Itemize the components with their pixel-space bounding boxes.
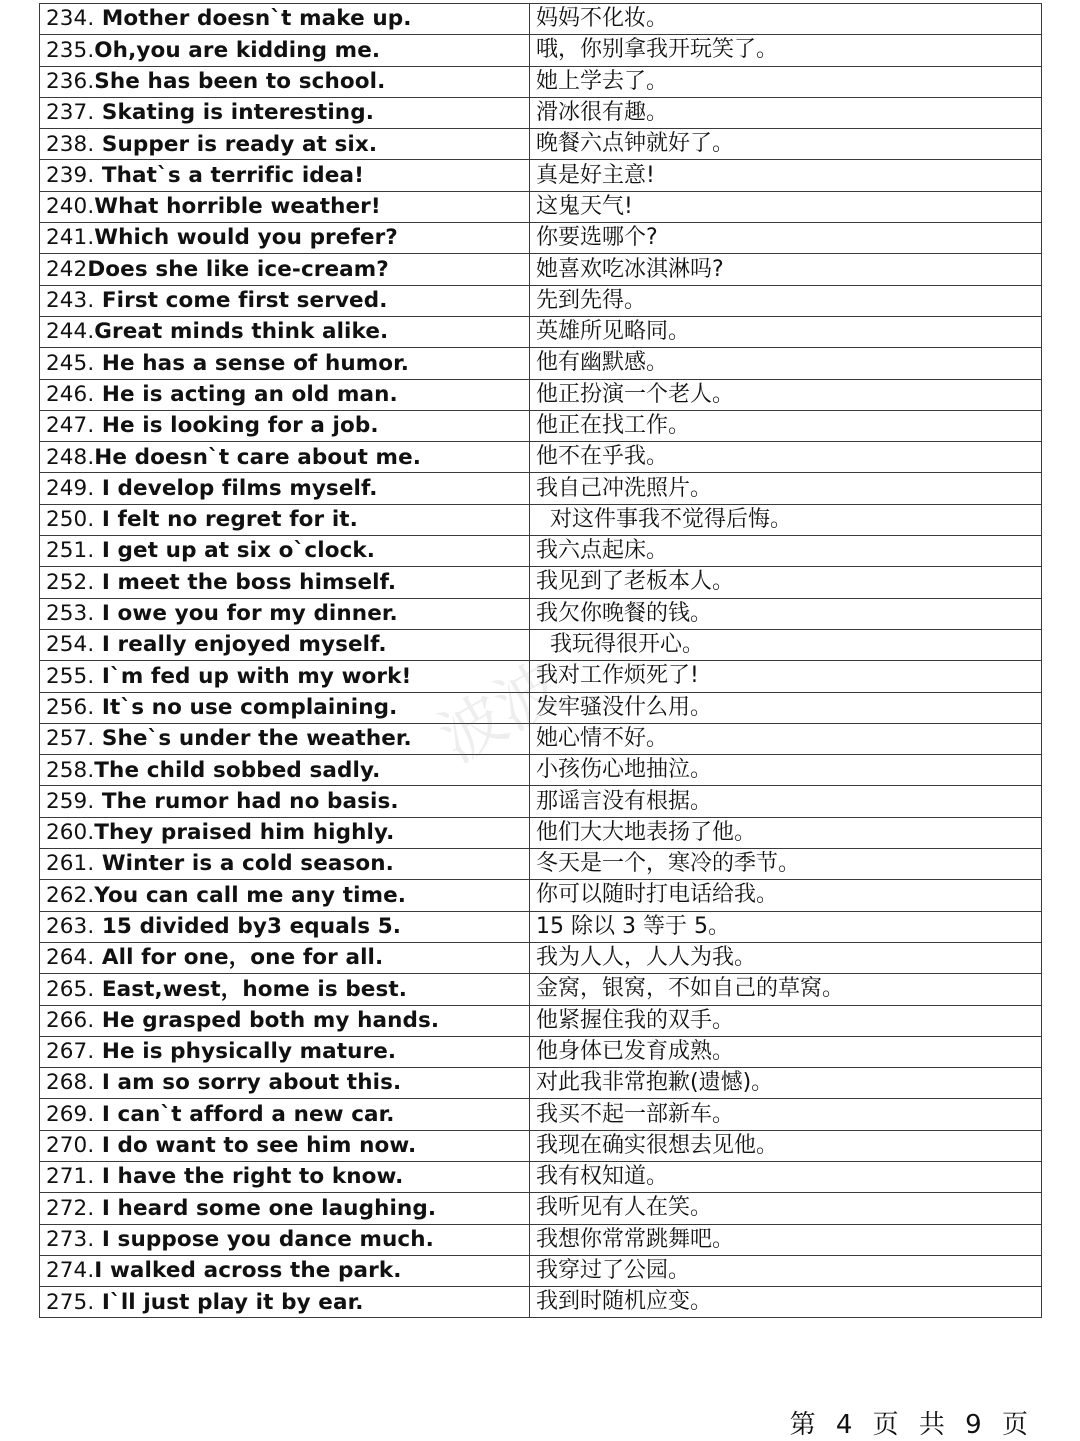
sentence-number: 239. bbox=[46, 162, 95, 188]
english-sentence-cell bbox=[40, 223, 530, 254]
table-row bbox=[40, 1036, 1042, 1067]
chinese-translation: 她喜欢吃冰淇淋吗? bbox=[536, 256, 724, 282]
english-sentence-cell bbox=[40, 629, 530, 660]
chinese-translation-cell bbox=[530, 567, 1042, 598]
sentence-number: 273. bbox=[46, 1226, 95, 1252]
english-sentence-cell bbox=[40, 1255, 530, 1286]
chinese-translation: 我玩得很开心。 bbox=[536, 632, 704, 658]
english-sentence: Skating is interesting. bbox=[94, 100, 374, 126]
table-row bbox=[40, 191, 1042, 222]
english-sentence: I develop films myself. bbox=[94, 475, 378, 501]
sentence-number: 246. bbox=[46, 381, 95, 407]
english-sentence: I heard some one laughing. bbox=[94, 1195, 437, 1221]
chinese-translation-cell bbox=[530, 1224, 1042, 1255]
chinese-translation-cell bbox=[530, 598, 1042, 629]
english-sentence: He is physically mature. bbox=[94, 1039, 397, 1065]
table-row bbox=[40, 223, 1042, 254]
english-sentence: Which would you prefer? bbox=[94, 225, 398, 251]
sentence-number: 256. bbox=[46, 694, 95, 720]
table-row bbox=[40, 66, 1042, 97]
table-row bbox=[40, 473, 1042, 504]
chinese-translation: 我有权知道。 bbox=[536, 1164, 669, 1190]
sentence-number: 249. bbox=[46, 475, 95, 501]
sentence-number: 274. bbox=[46, 1258, 95, 1284]
english-sentence-cell bbox=[40, 66, 530, 97]
english-sentence-cell bbox=[40, 4, 530, 35]
english-sentence: I get up at six o`clock. bbox=[94, 538, 376, 564]
table-row bbox=[40, 410, 1042, 441]
chinese-translation-cell bbox=[530, 504, 1042, 535]
sentence-number: 264. bbox=[46, 945, 95, 971]
sentence-number: 271. bbox=[46, 1164, 95, 1190]
phrase-table-body bbox=[40, 4, 1042, 1318]
english-sentence-cell bbox=[40, 755, 530, 786]
chinese-translation-cell bbox=[530, 1193, 1042, 1224]
english-sentence-cell bbox=[40, 1193, 530, 1224]
sentence-number: 253. bbox=[46, 601, 95, 627]
chinese-translation: 哦，你别拿我开玩笑了。 bbox=[536, 37, 779, 63]
chinese-translation-cell bbox=[530, 817, 1042, 848]
english-sentence: I`ll just play it by ear. bbox=[94, 1289, 364, 1315]
table-row bbox=[40, 661, 1042, 692]
sentence-number: 266. bbox=[46, 1007, 95, 1033]
english-sentence-cell bbox=[40, 1130, 530, 1161]
english-sentence-cell bbox=[40, 1068, 530, 1099]
sentence-number: 260. bbox=[46, 820, 95, 846]
watermark: 波波 bbox=[427, 648, 576, 778]
chinese-translation: 他有幽默感。 bbox=[536, 350, 669, 376]
chinese-translation-cell bbox=[530, 880, 1042, 911]
table-row bbox=[40, 348, 1042, 379]
chinese-translation: 他紧握住我的双手。 bbox=[536, 1007, 735, 1033]
chinese-translation: 我买不起一部新车。 bbox=[536, 1101, 735, 1127]
sentence-number: 244. bbox=[46, 319, 95, 345]
chinese-translation-cell bbox=[530, 1287, 1042, 1318]
chinese-translation: 我欠你晚餐的钱。 bbox=[536, 600, 713, 626]
table-row bbox=[40, 160, 1042, 191]
english-sentence: East,west，home is best. bbox=[94, 976, 408, 1002]
table-row bbox=[40, 379, 1042, 410]
sentence-number: 275. bbox=[46, 1289, 95, 1315]
sentence-number: 272. bbox=[46, 1195, 95, 1221]
phrase-table bbox=[39, 3, 1042, 1318]
table-row bbox=[40, 504, 1042, 535]
english-sentence: He has a sense of humor. bbox=[94, 350, 410, 376]
chinese-translation-cell bbox=[530, 223, 1042, 254]
english-sentence: I meet the boss himself. bbox=[94, 569, 397, 595]
table-row bbox=[40, 692, 1042, 723]
chinese-translation: 妈妈不化妆。 bbox=[536, 6, 669, 32]
chinese-translation: 对此我非常抱歉(遗憾)。 bbox=[536, 1070, 774, 1096]
english-sentence: He doesn`t care about me. bbox=[94, 444, 422, 470]
table-row bbox=[40, 4, 1042, 35]
chinese-translation-cell bbox=[530, 66, 1042, 97]
english-sentence-cell bbox=[40, 1099, 530, 1130]
english-sentence-cell bbox=[40, 379, 530, 410]
chinese-translation: 我到时随机应变。 bbox=[536, 1289, 713, 1315]
english-sentence-cell bbox=[40, 974, 530, 1005]
sentence-number: 236. bbox=[46, 68, 95, 94]
sentence-number: 243. bbox=[46, 288, 95, 314]
chinese-translation: 我见到了老板本人。 bbox=[536, 569, 735, 595]
chinese-translation: 真是好主意! bbox=[536, 162, 655, 188]
table-row bbox=[40, 254, 1042, 285]
page-footer: 第 4 页 共 9 页 bbox=[789, 1410, 1034, 1440]
sentence-number: 269. bbox=[46, 1101, 95, 1127]
english-sentence: What horrible weather! bbox=[94, 194, 381, 220]
english-sentence: I walked across the park. bbox=[94, 1258, 402, 1284]
english-sentence: He is acting an old man. bbox=[94, 381, 398, 407]
chinese-translation: 你可以随时打电话给我。 bbox=[536, 882, 779, 908]
chinese-translation-cell bbox=[530, 285, 1042, 316]
english-sentence: First come first served. bbox=[94, 288, 388, 314]
chinese-translation-cell bbox=[530, 723, 1042, 754]
english-sentence: I have the right to know. bbox=[94, 1164, 404, 1190]
english-sentence-cell bbox=[40, 567, 530, 598]
table-row bbox=[40, 1255, 1042, 1286]
chinese-translation-cell bbox=[530, 786, 1042, 817]
sentence-number: 242 bbox=[46, 256, 88, 282]
sentence-number: 252. bbox=[46, 569, 95, 595]
english-sentence-cell bbox=[40, 410, 530, 441]
chinese-translation-cell bbox=[530, 1036, 1042, 1067]
english-sentence-cell bbox=[40, 316, 530, 347]
sentence-number: 247. bbox=[46, 413, 95, 439]
sentence-number: 235. bbox=[46, 37, 95, 63]
sentence-number: 237. bbox=[46, 100, 95, 126]
chinese-translation: 我自己冲洗照片。 bbox=[536, 475, 713, 501]
table-row bbox=[40, 35, 1042, 66]
english-sentence: I`m fed up with my work! bbox=[94, 663, 412, 689]
chinese-translation-cell bbox=[530, 1161, 1042, 1192]
chinese-translation-cell bbox=[530, 536, 1042, 567]
english-sentence: Mother doesn`t make up. bbox=[94, 6, 412, 32]
chinese-translation-cell bbox=[530, 254, 1042, 285]
chinese-translation: 小孩伤心地抽泣。 bbox=[536, 757, 713, 783]
english-sentence: I owe you for my dinner. bbox=[94, 601, 398, 627]
english-sentence-cell bbox=[40, 504, 530, 535]
chinese-translation: 这鬼天气! bbox=[536, 193, 633, 219]
sentence-number: 241. bbox=[46, 225, 95, 251]
chinese-translation: 我对工作烦死了! bbox=[536, 663, 699, 689]
sentence-number: 251. bbox=[46, 538, 95, 564]
chinese-translation: 发牢骚没什么用。 bbox=[536, 694, 713, 720]
english-sentence-cell bbox=[40, 348, 530, 379]
table-row bbox=[40, 755, 1042, 786]
sentence-number: 265. bbox=[46, 976, 95, 1002]
english-sentence-cell bbox=[40, 880, 530, 911]
english-sentence: Does she like ice-cream? bbox=[87, 256, 389, 282]
table-row bbox=[40, 442, 1042, 473]
english-sentence-cell bbox=[40, 849, 530, 880]
english-sentence-cell bbox=[40, 598, 530, 629]
sentence-number: 267. bbox=[46, 1039, 95, 1065]
chinese-translation-cell bbox=[530, 97, 1042, 128]
sentence-number: 270. bbox=[46, 1133, 95, 1159]
english-sentence: I really enjoyed myself. bbox=[94, 632, 387, 658]
chinese-translation: 那谣言没有根据。 bbox=[536, 788, 713, 814]
chinese-translation: 他正扮演一个老人。 bbox=[536, 381, 735, 407]
chinese-translation-cell bbox=[530, 629, 1042, 660]
english-sentence-cell bbox=[40, 160, 530, 191]
english-sentence: I suppose you dance much. bbox=[94, 1226, 434, 1252]
chinese-translation-cell bbox=[530, 160, 1042, 191]
chinese-translation-cell bbox=[530, 755, 1042, 786]
chinese-translation: 她心情不好。 bbox=[536, 725, 669, 751]
english-sentence-cell bbox=[40, 254, 530, 285]
sentence-number: 234. bbox=[46, 6, 95, 32]
english-sentence-cell bbox=[40, 661, 530, 692]
table-row bbox=[40, 97, 1042, 128]
english-sentence-cell bbox=[40, 1287, 530, 1318]
sentence-number: 268. bbox=[46, 1070, 95, 1096]
english-sentence-cell bbox=[40, 285, 530, 316]
chinese-translation-cell bbox=[530, 4, 1042, 35]
table-row bbox=[40, 880, 1042, 911]
english-sentence-cell bbox=[40, 1161, 530, 1192]
chinese-translation: 晚餐六点钟就好了。 bbox=[536, 131, 735, 157]
chinese-translation-cell bbox=[530, 473, 1042, 504]
chinese-translation: 他不在乎我。 bbox=[536, 444, 669, 470]
table-row bbox=[40, 723, 1042, 754]
english-sentence: He grasped both my hands. bbox=[94, 1007, 440, 1033]
chinese-translation: 你要选哪个? bbox=[536, 225, 658, 251]
table-row bbox=[40, 1287, 1042, 1318]
chinese-translation-cell bbox=[530, 1255, 1042, 1286]
chinese-translation: 金窝，银窝，不如自己的草窝。 bbox=[536, 976, 845, 1002]
chinese-translation: 他正在找工作。 bbox=[536, 413, 691, 438]
chinese-translation-cell bbox=[530, 191, 1042, 222]
sentence-number: 248. bbox=[46, 444, 95, 470]
sentence-number: 238. bbox=[46, 131, 95, 157]
english-sentence: I do want to see him now. bbox=[94, 1133, 417, 1159]
chinese-translation-cell bbox=[530, 974, 1042, 1005]
english-sentence: They praised him highly. bbox=[94, 820, 395, 846]
chinese-translation-cell bbox=[530, 692, 1042, 723]
sentence-number: 258. bbox=[46, 757, 95, 783]
english-sentence-cell bbox=[40, 35, 530, 66]
table-row bbox=[40, 1224, 1042, 1255]
chinese-translation-cell bbox=[530, 849, 1042, 880]
chinese-translation: 他们大大地表扬了他。 bbox=[536, 819, 757, 845]
chinese-translation: 对这件事我不觉得后悔。 bbox=[536, 506, 792, 532]
chinese-translation: 我听见有人在笑。 bbox=[536, 1195, 713, 1221]
chinese-translation-cell bbox=[530, 1068, 1042, 1099]
chinese-translation: 英雄所见略同。 bbox=[536, 319, 691, 345]
table-row bbox=[40, 1161, 1042, 1192]
table-row bbox=[40, 536, 1042, 567]
english-sentence-cell bbox=[40, 911, 530, 942]
chinese-translation-cell bbox=[530, 442, 1042, 473]
chinese-translation-cell bbox=[530, 410, 1042, 441]
english-sentence-cell bbox=[40, 536, 530, 567]
table-row bbox=[40, 1130, 1042, 1161]
chinese-translation-cell bbox=[530, 1005, 1042, 1036]
english-sentence: The rumor had no basis. bbox=[94, 788, 399, 814]
english-sentence-cell bbox=[40, 191, 530, 222]
chinese-translation-cell bbox=[530, 661, 1042, 692]
english-sentence-cell bbox=[40, 786, 530, 817]
table-row bbox=[40, 285, 1042, 316]
table-row bbox=[40, 1005, 1042, 1036]
table-row bbox=[40, 629, 1042, 660]
english-sentence: It`s no use complaining. bbox=[94, 694, 398, 720]
chinese-translation-cell bbox=[530, 316, 1042, 347]
english-sentence: Great minds think alike. bbox=[94, 319, 389, 345]
table-row bbox=[40, 911, 1042, 942]
chinese-translation-cell bbox=[530, 1130, 1042, 1161]
chinese-translation-cell bbox=[530, 35, 1042, 66]
english-sentence-cell bbox=[40, 1224, 530, 1255]
sentence-number: 250. bbox=[46, 507, 95, 533]
sentence-number: 262. bbox=[46, 882, 95, 908]
english-sentence-cell bbox=[40, 817, 530, 848]
table-row bbox=[40, 129, 1042, 160]
english-sentence: I am so sorry about this. bbox=[94, 1070, 402, 1096]
chinese-translation: 我为人人，人人为我。 bbox=[536, 945, 757, 971]
sentence-number: 240. bbox=[46, 194, 95, 220]
chinese-translation: 15 除以 3 等于 5。 bbox=[536, 913, 730, 939]
chinese-translation: 我穿过了公园。 bbox=[536, 1258, 691, 1284]
english-sentence: Supper is ready at six. bbox=[94, 131, 378, 157]
table-row bbox=[40, 786, 1042, 817]
english-sentence-cell bbox=[40, 97, 530, 128]
english-sentence: She`s under the weather. bbox=[94, 726, 412, 752]
english-sentence-cell bbox=[40, 942, 530, 973]
english-sentence: She has been to school. bbox=[94, 68, 386, 94]
english-sentence: He is looking for a job. bbox=[94, 413, 379, 439]
english-sentence-cell bbox=[40, 723, 530, 754]
chinese-translation: 她上学去了。 bbox=[536, 68, 669, 94]
chinese-translation: 冬天是一个，寒冷的季节。 bbox=[536, 851, 801, 877]
english-sentence: That`s a terrific idea! bbox=[94, 162, 364, 188]
sentence-number: 257. bbox=[46, 726, 95, 752]
chinese-translation: 我想你常常跳舞吧。 bbox=[536, 1226, 735, 1252]
chinese-translation: 我现在确实很想去见他。 bbox=[536, 1132, 779, 1158]
english-sentence: You can call me any time. bbox=[94, 882, 407, 908]
chinese-translation-cell bbox=[530, 1099, 1042, 1130]
english-sentence-cell bbox=[40, 1005, 530, 1036]
english-sentence: I can`t afford a new car. bbox=[94, 1101, 395, 1127]
sentence-number: 259. bbox=[46, 788, 95, 814]
chinese-translation-cell bbox=[530, 911, 1042, 942]
english-sentence-cell bbox=[40, 473, 530, 504]
table-row bbox=[40, 974, 1042, 1005]
english-sentence: Oh,you are kidding me. bbox=[94, 37, 381, 63]
english-sentence: I felt no regret for it. bbox=[94, 507, 358, 533]
english-sentence-cell bbox=[40, 129, 530, 160]
sentence-number: 255. bbox=[46, 663, 95, 689]
table-row bbox=[40, 849, 1042, 880]
sentence-number: 263. bbox=[46, 914, 95, 939]
english-sentence: The child sobbed sadly. bbox=[94, 757, 381, 783]
table-row bbox=[40, 1099, 1042, 1130]
chinese-translation-cell bbox=[530, 379, 1042, 410]
chinese-translation-cell bbox=[530, 942, 1042, 973]
sentence-number: 254. bbox=[46, 632, 95, 658]
table-row bbox=[40, 817, 1042, 848]
table-row bbox=[40, 598, 1042, 629]
table-row bbox=[40, 1068, 1042, 1099]
table-row bbox=[40, 567, 1042, 598]
table-row bbox=[40, 316, 1042, 347]
english-sentence-cell bbox=[40, 442, 530, 473]
chinese-translation-cell bbox=[530, 348, 1042, 379]
sentence-number: 261. bbox=[46, 851, 95, 877]
english-sentence: Winter is a cold season. bbox=[94, 851, 394, 877]
english-sentence: All for one，one for all. bbox=[94, 945, 384, 971]
english-sentence-cell bbox=[40, 1036, 530, 1067]
english-sentence-cell bbox=[40, 692, 530, 723]
table-row bbox=[40, 942, 1042, 973]
chinese-translation: 我六点起床。 bbox=[536, 538, 669, 564]
table-row bbox=[40, 1193, 1042, 1224]
chinese-translation: 滑冰很有趣。 bbox=[536, 100, 669, 126]
chinese-translation: 他身体已发育成熟。 bbox=[536, 1038, 735, 1064]
sentence-number: 245. bbox=[46, 350, 95, 376]
chinese-translation-cell bbox=[530, 129, 1042, 160]
chinese-translation: 先到先得。 bbox=[536, 287, 647, 313]
english-sentence: 15 divided by3 equals 5. bbox=[94, 914, 402, 939]
